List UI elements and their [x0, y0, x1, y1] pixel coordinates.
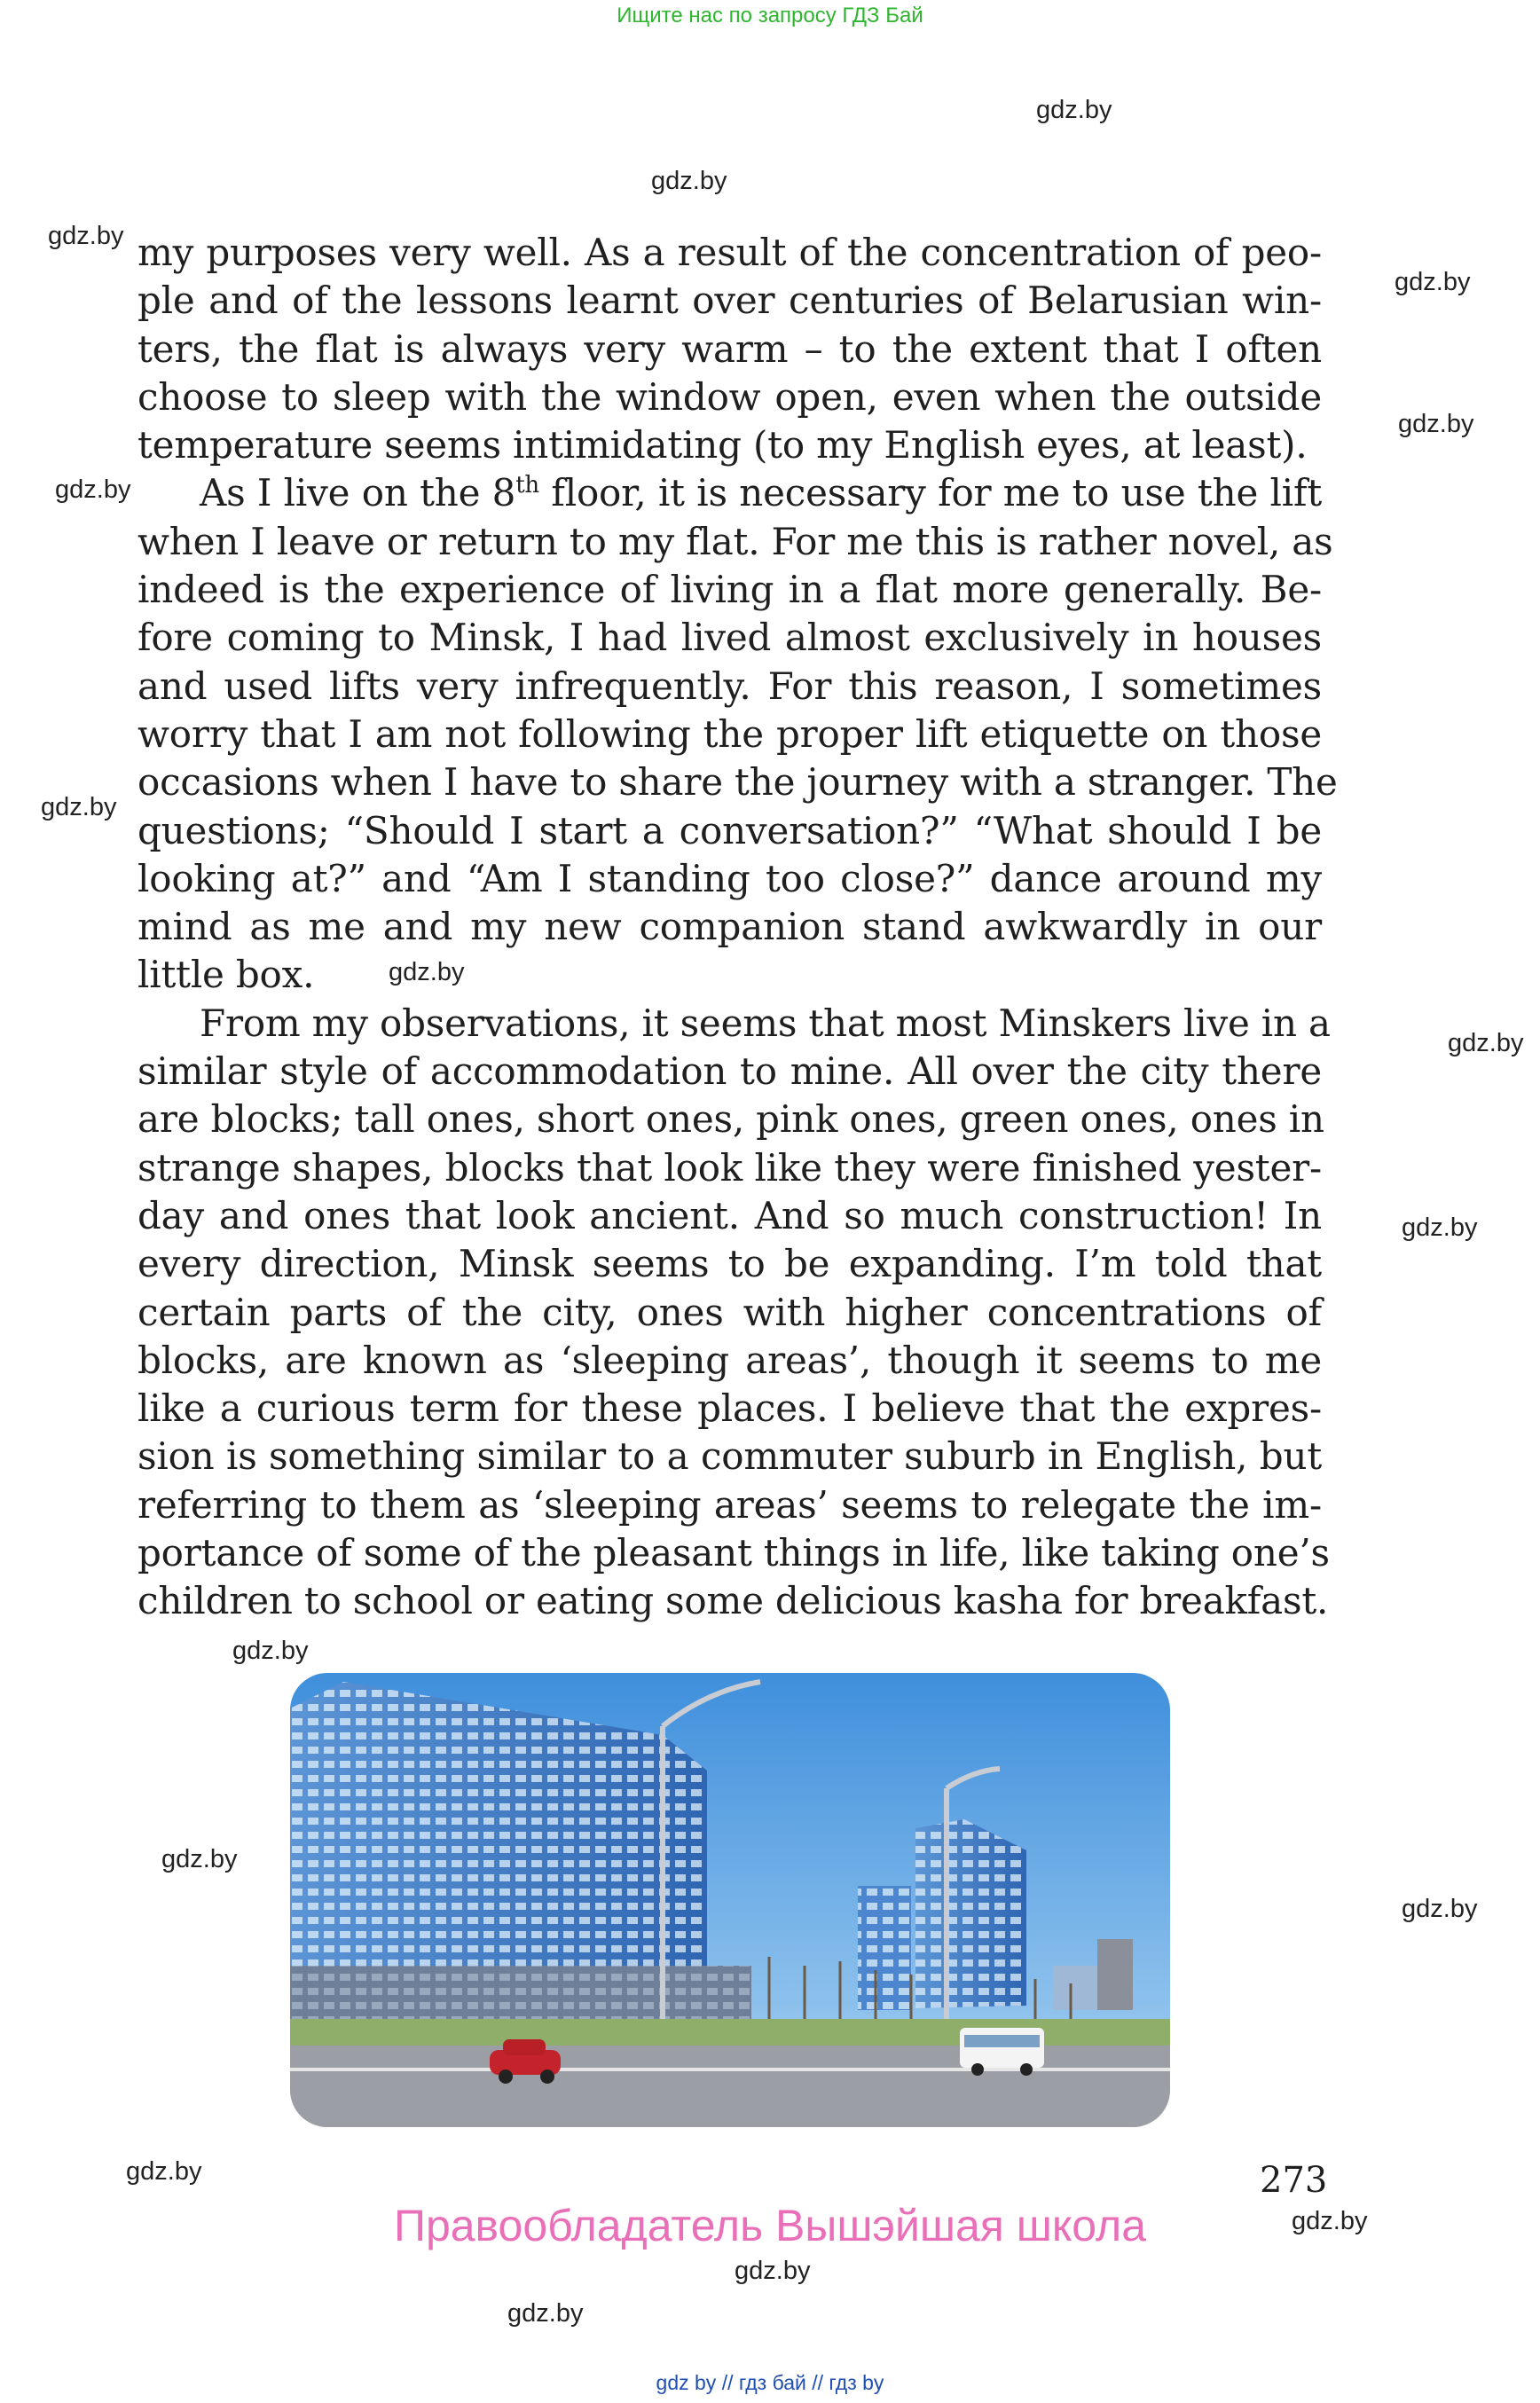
watermark: gdz.by — [1402, 1213, 1478, 1242]
text-line: similar style of accommodation to mine. All over the city there — [138, 1049, 1322, 1094]
watermark: gdz.by — [1448, 1029, 1524, 1057]
copyright-notice: Правообладатель Вышэйшая школа — [394, 2201, 1146, 2250]
text-line: certain parts of the city, ones with higher concentrations of — [138, 1290, 1322, 1334]
watermark: gdz.by — [55, 475, 131, 504]
watermark: gdz.by — [1402, 1895, 1478, 1923]
text-line: ple and of the lessons learnt over centuries of Belarusian win- — [138, 279, 1322, 323]
text-line: like a curious term for these places. I believe that the expres- — [138, 1386, 1322, 1431]
text-line: worry that I am not following the proper lift etiquette on those — [138, 711, 1322, 756]
text-line: children to school or eating some delicious kasha for breakfast. — [138, 1579, 1329, 1623]
photo-illustration — [290, 1673, 1170, 2127]
text-fragment: floor, it is necessary for me to use the lift — [538, 471, 1322, 515]
text-fragment: As I live on the 8 — [200, 471, 516, 515]
text-line — [138, 469, 1322, 517]
text-line: day and ones that look ancient. And so much construction! In — [138, 1193, 1322, 1237]
watermark: gdz.by — [1395, 268, 1471, 296]
article-text — [138, 229, 1338, 1626]
text-line: mind as me and my new companion stand awkwardly in our — [138, 905, 1322, 949]
text-line: questions; “Should I start a conversation?” “What should I be — [138, 808, 1322, 852]
text-line: From my observations, it seems that most Minskers live in a — [200, 1001, 1331, 1045]
text-line: strange shapes, blocks that look like they were finished yester- — [138, 1145, 1322, 1190]
watermark: gdz.by — [735, 2257, 811, 2285]
text-line: occasions when I have to share the journey with a stranger. The — [138, 760, 1338, 805]
watermark: gdz.by — [232, 1637, 309, 1665]
text-line: sion is something similar to a commuter suburb in English, but — [138, 1434, 1322, 1479]
text-line: are blocks; tall ones, short ones, pink ones, green ones, ones in — [138, 1097, 1324, 1142]
text-line: fore coming to Minsk, I had lived almost exclusively in houses — [138, 616, 1322, 660]
watermark: gdz.by — [389, 958, 465, 986]
text-line: choose to sleep with the window open, even when the outside — [138, 374, 1322, 419]
watermark: gdz.by — [126, 2157, 202, 2186]
text-line: every direction, Minsk seems to be expanding. I’m told that — [138, 1242, 1322, 1286]
watermark: gdz.by — [507, 2299, 584, 2328]
minsk-blocks-photo — [290, 1673, 1170, 2127]
footer-links[interactable]: gdz by // гдз бай // гдз by — [656, 2371, 884, 2394]
text-line: when I leave or return to my flat. For me this is rather novel, as — [138, 519, 1333, 563]
watermark: gdz.by — [41, 793, 117, 821]
watermark: gdz.by — [1398, 410, 1474, 438]
text-line: blocks, are known as ‘sleeping areas’, though it seems to me — [138, 1338, 1322, 1382]
text-line: portance of some of the pleasant things in life, like taking one’s — [138, 1531, 1330, 1575]
watermark: gdz.by — [1292, 2207, 1368, 2235]
text-line: indeed is the experience of living in a flat more generally. Be- — [138, 568, 1322, 612]
watermark: gdz.by — [48, 222, 124, 250]
superscript: th — [515, 472, 539, 499]
page-number: 273 — [1260, 2160, 1328, 2201]
text-line: referring to them as ‘sleeping areas’ seems to relegate the im- — [138, 1482, 1322, 1527]
watermark: gdz.by — [651, 167, 727, 195]
text-line: my purposes very well. As a result of the concentration of peo- — [138, 231, 1322, 274]
watermark: gdz.by — [1036, 96, 1112, 124]
text-line: and used lifts very infrequently. For this reason, I sometimes — [138, 664, 1322, 708]
text-line: ters, the flat is always very warm – to the extent that I often — [138, 326, 1322, 371]
text-line: looking at?” and “Am I standing too close?” dance around my — [138, 856, 1322, 900]
text-line: little box. — [138, 953, 315, 997]
text-line: temperature seems intimidating (to my English eyes, at least). — [138, 423, 1308, 467]
top-banner[interactable]: Ищите нас по запросу ГДЗ Бай — [617, 4, 923, 27]
watermark: gdz.by — [161, 1845, 238, 1873]
